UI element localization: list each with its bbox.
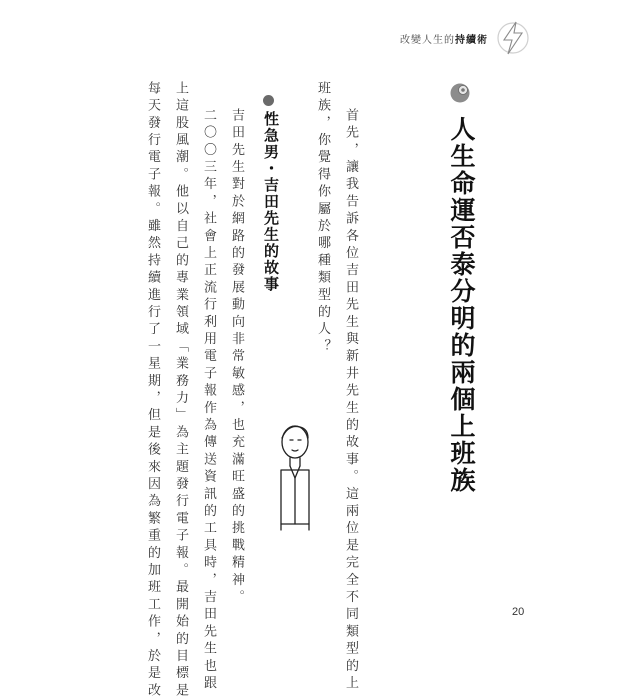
- man-in-suit-icon: [270, 420, 320, 532]
- running-header: [400, 20, 534, 56]
- running-header-title: [400, 31, 488, 46]
- section-title: 性急男・吉田先生的故事: [262, 111, 280, 293]
- section-line-1: 吉田先生對於網路的發展動向非常敏感，也充滿旺盛的挑戰精神。: [229, 108, 244, 607]
- section-line-4: 每天發行電子報。雖然持續進行了一星期，但是後來因為繁重的加班工作，於是改: [145, 81, 160, 700]
- section-bullet: [263, 95, 274, 106]
- page-number: 20: [512, 606, 525, 618]
- lightning-bolt-icon: [492, 20, 534, 56]
- chapter-title: 人生命運否泰分明的兩個上班族: [447, 116, 476, 494]
- section-line-3: 上這股風潮。他以自己的專業領域「業務力」為主題發行電子報。最開始的目標是: [173, 81, 188, 700]
- roll-icon: [449, 82, 471, 104]
- running-header-plain: 改變人生的: [400, 34, 455, 46]
- intro-line-1: 首先，讓我告訴各位吉田先生與新井先生的故事。這兩位是完全不同類型的上: [343, 108, 358, 693]
- running-header-emphasis: 持續術: [455, 34, 488, 46]
- intro-line-2: 班族，你覺得你屬於哪種類型的人？: [315, 81, 330, 357]
- section-line-2: 二〇〇三年，社會上正流行利用電子報作為傳送資訊的工具時，吉田先生也跟: [201, 108, 216, 693]
